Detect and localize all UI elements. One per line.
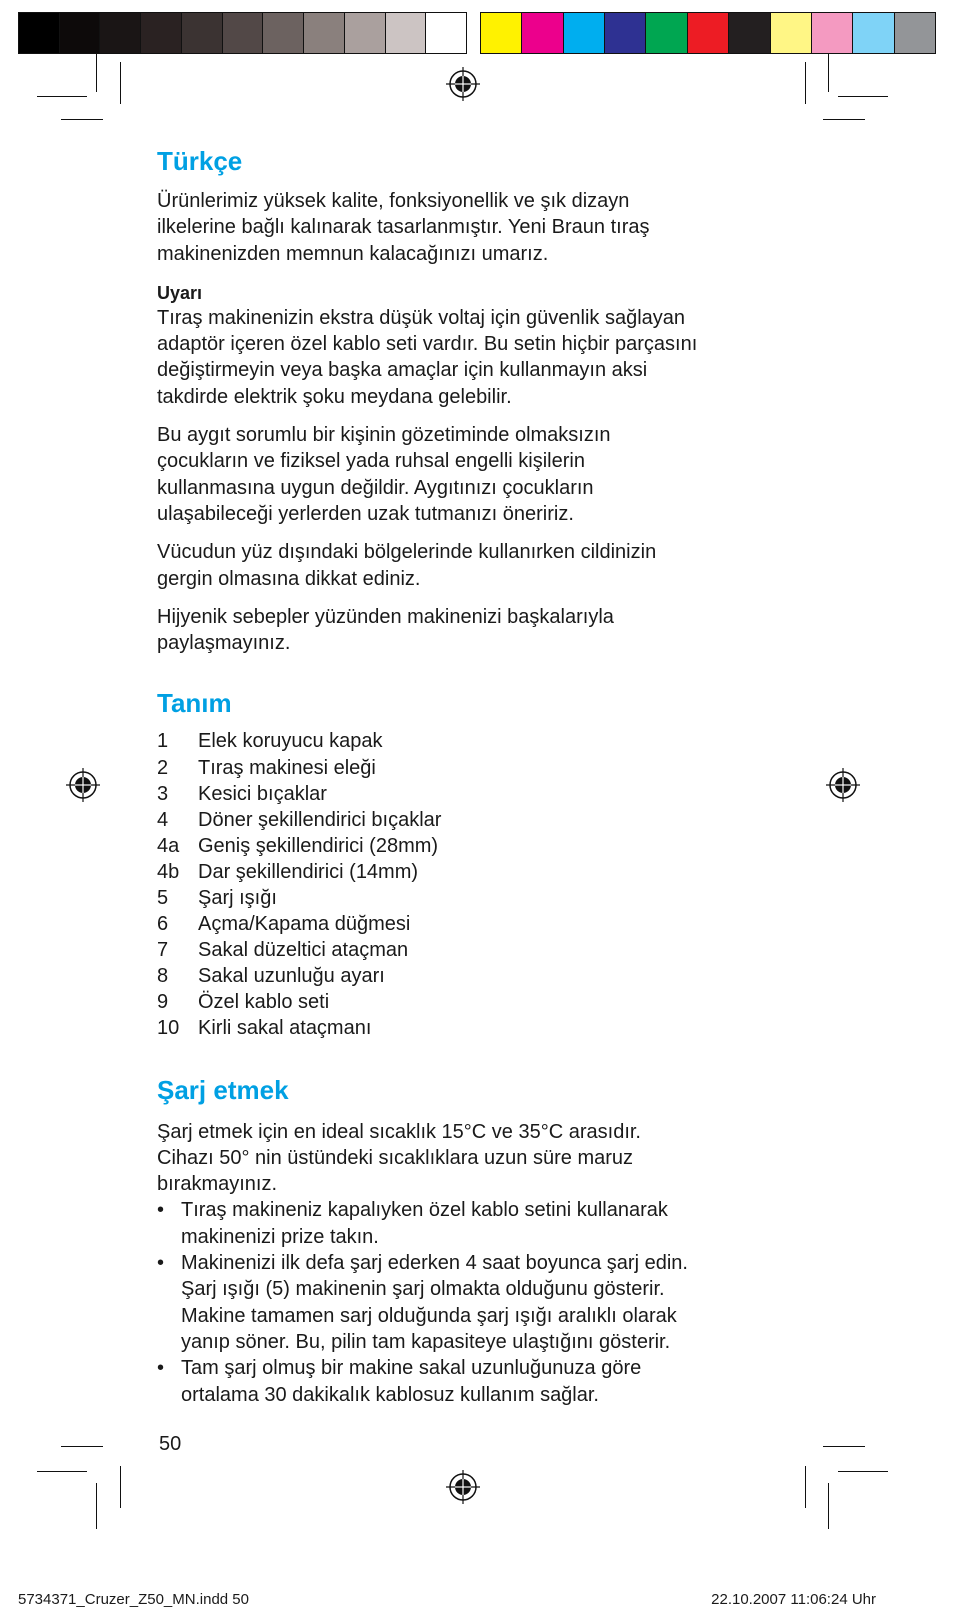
- color-swatch: [564, 13, 605, 53]
- list-item-number: 9: [157, 991, 169, 1014]
- bullet-item: [157, 1197, 807, 1250]
- color-swatch: [771, 13, 812, 53]
- gray-swatch: [141, 13, 182, 53]
- list-item-label: Açma/Kapama düğmesi: [198, 913, 411, 936]
- list-item-label: Kesici bıçaklar: [198, 782, 327, 805]
- bullet-text: Tıraş makineniz kapalıyken özel kablo setini kullanarak makinenizi prize takın.: [181, 1199, 668, 1248]
- children-paragraph: Bu aygıt sorumlu bir kişinin gözetiminde olmaksızın çocukların ve fiziksel yada ruhsal engelli kişilerin kullanmasına uygun değildir. Aygıtınızı çocukların ulaşabileceği yerlerden uzak tutmanızı öneririz.: [157, 424, 611, 525]
- parts-list: [157, 728, 807, 1041]
- crop-mark: [61, 1446, 103, 1447]
- section-title-sarj: Şarj etmek: [157, 1074, 289, 1105]
- color-swatch: [688, 13, 729, 53]
- crop-mark: [823, 119, 865, 120]
- warning-paragraph: Tıraş makinenizin ekstra düşük voltaj için güvenlik sağlayan adaptör içeren özel kablo seti vardır. Bu setin hiçbir parçasını değiştirmeyin veya başka amaçlar için kullanmayın aksi takdirde elektrik şoku meydana gelebilir.: [157, 306, 698, 408]
- list-item-label: Elek koruyucu kapak: [198, 730, 383, 753]
- page-number: 50: [159, 1433, 182, 1455]
- crop-mark: [828, 1483, 829, 1529]
- grayscale-calibration-bar: [18, 12, 467, 54]
- color-swatch: [522, 13, 563, 53]
- gray-swatch: [263, 13, 304, 53]
- slug-file-info: 5734371_Cruzer_Z50_MN.indd 50: [18, 1591, 249, 1608]
- crop-mark: [805, 62, 806, 104]
- list-item-number: 5: [157, 887, 169, 910]
- crop-mark: [828, 54, 829, 92]
- list-item-number: 4b: [157, 860, 180, 883]
- list-item: [157, 911, 807, 937]
- color-calibration-bar: [480, 12, 936, 54]
- list-item: [157, 781, 807, 807]
- bullet-item: [157, 1250, 807, 1355]
- color-swatch: [853, 13, 894, 53]
- gray-swatch: [345, 13, 386, 53]
- crop-mark: [96, 1483, 97, 1529]
- body-shaving-paragraph: Vücudun yüz dışındaki bölgelerinde kullanırken cildinizin gergin olmasına dikkat ediniz.: [157, 541, 657, 590]
- bullet-icon: •: [157, 1252, 165, 1275]
- crop-mark: [37, 96, 87, 97]
- color-swatch: [605, 13, 646, 53]
- color-swatch: [481, 13, 522, 53]
- list-item-label: Özel kablo seti: [198, 991, 330, 1014]
- list-item: [157, 728, 807, 754]
- registration-mark-icon: [446, 67, 480, 101]
- gray-swatch: [304, 13, 345, 53]
- crop-mark: [823, 1446, 865, 1447]
- list-item: [157, 963, 807, 989]
- gray-swatch: [426, 13, 466, 53]
- registration-mark-icon: [66, 768, 100, 802]
- list-item-label: Sakal uzunluğu ayarı: [198, 965, 385, 988]
- hygiene-paragraph: Hijyenik sebepler yüzünden makinenizi başkalarıyla paylaşmayınız.: [157, 605, 614, 655]
- list-item: [157, 885, 807, 911]
- gray-swatch: [100, 13, 141, 53]
- crop-mark: [838, 1471, 888, 1472]
- list-item-label: Kirli sakal ataçmanı: [198, 1017, 372, 1040]
- list-item: [157, 833, 807, 859]
- list-item-label: Geniş şekillendirici (28mm): [198, 834, 439, 857]
- list-item: [157, 807, 807, 833]
- color-swatch: [895, 13, 935, 53]
- intro-paragraph: Ürünlerimiz yüksek kalite, fonksiyonellik ve şık dizayn ilkelerine bağlı kalınarak tasarlanmıştır. Yeni Braun tıraş makinenizden memnun kalacağınızı umarız.: [157, 190, 650, 265]
- crop-mark: [120, 62, 121, 104]
- list-item-number: 10: [157, 1017, 180, 1040]
- bullet-text: Makinenizi ilk defa şarj ederken 4 saat boyunca şarj edin. Şarj ışığı (5) makinenin şarj olmakta olduğunu gösterir. Makine tamamen sarj olduğunda şarj ışığı aralıklı olarak yanıp söner. Bu, pilin tam kapasiteye ulaştığını gösterir.: [181, 1252, 688, 1353]
- crop-mark: [61, 119, 103, 120]
- list-item-label: Tıraş makinesi eleği: [198, 756, 376, 779]
- warning-title: Uyarı: [157, 282, 203, 303]
- list-item-label: Dar şekillendirici (14mm): [198, 860, 419, 883]
- gray-swatch: [182, 13, 223, 53]
- charging-bullet-list: [157, 1197, 807, 1407]
- crop-mark: [96, 54, 97, 92]
- section-title-tanim: Tanım: [157, 688, 232, 719]
- list-item-number: 4a: [157, 834, 180, 857]
- crop-mark: [838, 96, 888, 97]
- gray-swatch: [19, 13, 60, 53]
- crop-mark: [805, 1466, 806, 1508]
- gray-swatch: [60, 13, 101, 53]
- list-item-number: 1: [157, 730, 169, 753]
- bullet-icon: •: [157, 1357, 165, 1380]
- list-item: [157, 859, 807, 885]
- bullet-text: Tam şarj olmuş bir makine sakal uzunluğunuza göre ortalama 30 dakikalık kablosuz kullanım sağlar.: [181, 1357, 642, 1406]
- crop-mark: [120, 1466, 121, 1508]
- gray-swatch: [223, 13, 264, 53]
- color-swatch: [646, 13, 687, 53]
- list-item-number: 6: [157, 913, 169, 936]
- list-item-number: 8: [157, 965, 169, 988]
- registration-mark-icon: [446, 1470, 480, 1504]
- list-item-number: 2: [157, 756, 169, 779]
- list-item: [157, 755, 807, 781]
- bullet-icon: •: [157, 1199, 165, 1222]
- list-item-label: Sakal düzeltici ataçman: [198, 939, 409, 962]
- color-swatch: [812, 13, 853, 53]
- crop-mark: [37, 1471, 87, 1472]
- page-content: [157, 146, 807, 1408]
- list-item-number: 3: [157, 782, 169, 805]
- slug-date-info: 22.10.2007 11:06:24 Uhr: [711, 1591, 876, 1608]
- color-swatch: [729, 13, 770, 53]
- list-item-label: Döner şekillendirici bıçaklar: [198, 808, 442, 831]
- section-title-turkce: Türkçe: [157, 146, 243, 176]
- charging-intro-paragraph: Şarj etmek için en ideal sıcaklık 15°C ve 35°C arasıdır. Cihazı 50° nin üstündeki sıcaklıklara uzun süre maruz bırakmayınız.: [157, 1120, 641, 1196]
- list-item: [157, 989, 807, 1015]
- bullet-item: [157, 1355, 807, 1408]
- gray-swatch: [386, 13, 427, 53]
- registration-mark-icon: [826, 768, 860, 802]
- list-item: [157, 937, 807, 963]
- list-item: [157, 1015, 807, 1041]
- list-item-number: 7: [157, 939, 169, 962]
- list-item-label: Şarj ışığı: [198, 887, 277, 910]
- list-item-number: 4: [157, 808, 169, 831]
